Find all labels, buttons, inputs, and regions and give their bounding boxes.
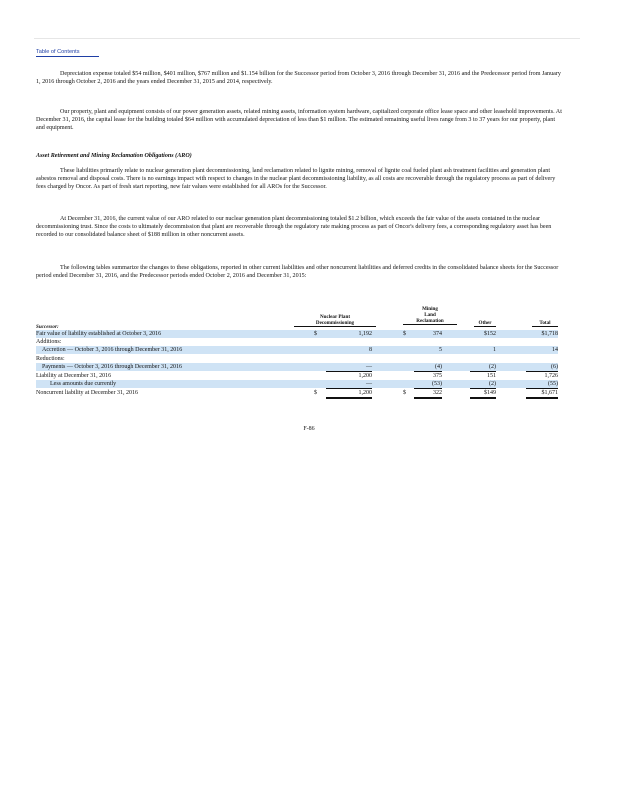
cell-nuclear: — <box>326 363 372 372</box>
cell-mining: (4) <box>414 363 442 372</box>
cell-mining: (53) <box>414 380 442 389</box>
paragraph-property-text: Our property, plant and equipment consists of our power generation assets, related mining assets, information system hardware, capitalized corporate office lease space and other leasehold improvements. At December 31, 2016, the capital lease for the building totaled $64 million with accumulated depreciation of less than $1 million. The estimated remaining useful lives range from 3 to 37 years for our property, plant and equipment. <box>36 109 562 132</box>
header-total-label: Total <box>532 320 558 327</box>
section-heading-aro: Asset Retirement and Mining Reclamation Obligations (ARO) <box>36 153 192 159</box>
paragraph-tables-intro <box>36 264 564 280</box>
paragraph-depreciation <box>36 70 564 86</box>
header-nuclear-line2: Decommissioning <box>294 320 376 327</box>
table-row-noncurrent <box>36 389 558 397</box>
paragraph-liabilities-text: These liabilities primarily relate to nuclear generation plant decommissioning, land reclamation related to lignite mining, removal of lignite coal fueled plant ash treatment facilities and generation plant asbestos removal and disposal costs. There is no earnings impact with respect to changes in the nuclear plant decommissioning liability, as all costs are recoverable through the regulatory process as part of delivery fees charged by Oncor. As part of fresh start reporting, new fair values were established for all AROs for the Successor. <box>36 168 556 191</box>
cell-nuclear: 1,200 <box>326 389 372 399</box>
cell-total: $1,718 <box>541 331 558 337</box>
currency-symbol: $ <box>314 331 317 337</box>
cell-nuclear: 1,200 <box>358 373 372 379</box>
table-row-payments <box>36 363 558 371</box>
paragraph-current-value <box>36 215 564 239</box>
row-label: Reductions: <box>36 356 65 362</box>
cell-total: 1,726 <box>544 373 558 379</box>
cell-mining: 5 <box>439 347 442 353</box>
table-row-accretion <box>36 346 558 354</box>
row-label: Less amounts due currently <box>50 381 117 387</box>
header-nuclear-line1: Nuclear Plant <box>319 314 351 320</box>
table-of-contents-link[interactable]: Table of Contents <box>36 49 99 57</box>
cell-other: $149 <box>470 389 496 399</box>
cell-total: (55) <box>526 380 558 389</box>
top-divider <box>34 38 580 39</box>
cell-other: $152 <box>484 331 496 337</box>
table-row-less-current <box>36 380 558 388</box>
page-number: F-86 <box>303 426 315 432</box>
header-mining-line3: Reclamation <box>403 318 457 325</box>
cell-other: 1 <box>493 347 496 353</box>
cell-total: (6) <box>526 363 558 372</box>
cell-mining: 375 <box>433 373 442 379</box>
header-other-label: Other <box>474 320 496 327</box>
paragraph-liabilities <box>36 167 564 191</box>
cell-nuclear: 8 <box>369 347 372 353</box>
cell-total: 14 <box>552 347 558 353</box>
row-label: Noncurrent liability at December 31, 2016 <box>36 390 138 396</box>
paragraph-current-value-text: At December 31, 2016, the current value of our ARO related to our nuclear generation plant decommissioning totaled $1.2 billion, which exceeds the fair value of the assets contained in the nuclear decommissioning trust. Since the costs to ultimately decommission that plant are recoverable through the regulatory rate making process as part of Oncor's delivery fees, a corresponding regulatory asset has been recorded to our consolidated balance sheet of $188 million in other noncurrent assets. <box>36 216 552 239</box>
paragraph-property <box>36 108 564 132</box>
cell-other: 151 <box>487 373 496 379</box>
header-mining-line1: Mining <box>422 306 438 312</box>
cell-nuclear: — <box>326 380 372 389</box>
cell-nuclear: 1,192 <box>358 331 372 337</box>
cell-mining: 322 <box>414 389 442 399</box>
header-mining-line2: Land <box>424 312 436 318</box>
cell-other: (2) <box>470 380 496 389</box>
row-label: Accretion — October 3, 2016 through December 31, 2016 <box>42 347 183 353</box>
currency-symbol: $ <box>403 390 406 396</box>
row-label: Liability at December 31, 2016 <box>36 373 112 379</box>
row-label: Payments — October 3, 2016 through December 31, 2016 <box>42 364 182 370</box>
cell-other: (2) <box>470 363 496 372</box>
row-label: Fair value of liability established at October 3, 2016 <box>36 331 162 337</box>
currency-symbol: $ <box>314 390 317 396</box>
currency-symbol: $ <box>403 331 406 337</box>
row-label: Additions: <box>36 339 62 345</box>
cell-mining: 374 <box>433 331 442 337</box>
successor-label: Successor: <box>36 324 59 330</box>
paragraph-depreciation-text: Depreciation expense totaled $54 million, $401 million, $767 million and $1.154 billion for the Successor period from October 3, 2016 through December 31, 2016 and the Predecessor period from January 1, 2016 through October 2, 2016 and the years ended December 31, 2015 and 2014, respectively. <box>36 71 561 86</box>
paragraph-tables-intro-text: The following tables summarize the changes to these obligations, reported in other current liabilities and other noncurrent liabilities and deferred credits in the consolidated balance sheets for the Successor period ended December 31, 2016, and the Predecessor periods ended October 2, 2016 and December 31, 2015: <box>36 265 559 280</box>
cell-total: $1,671 <box>526 389 558 399</box>
